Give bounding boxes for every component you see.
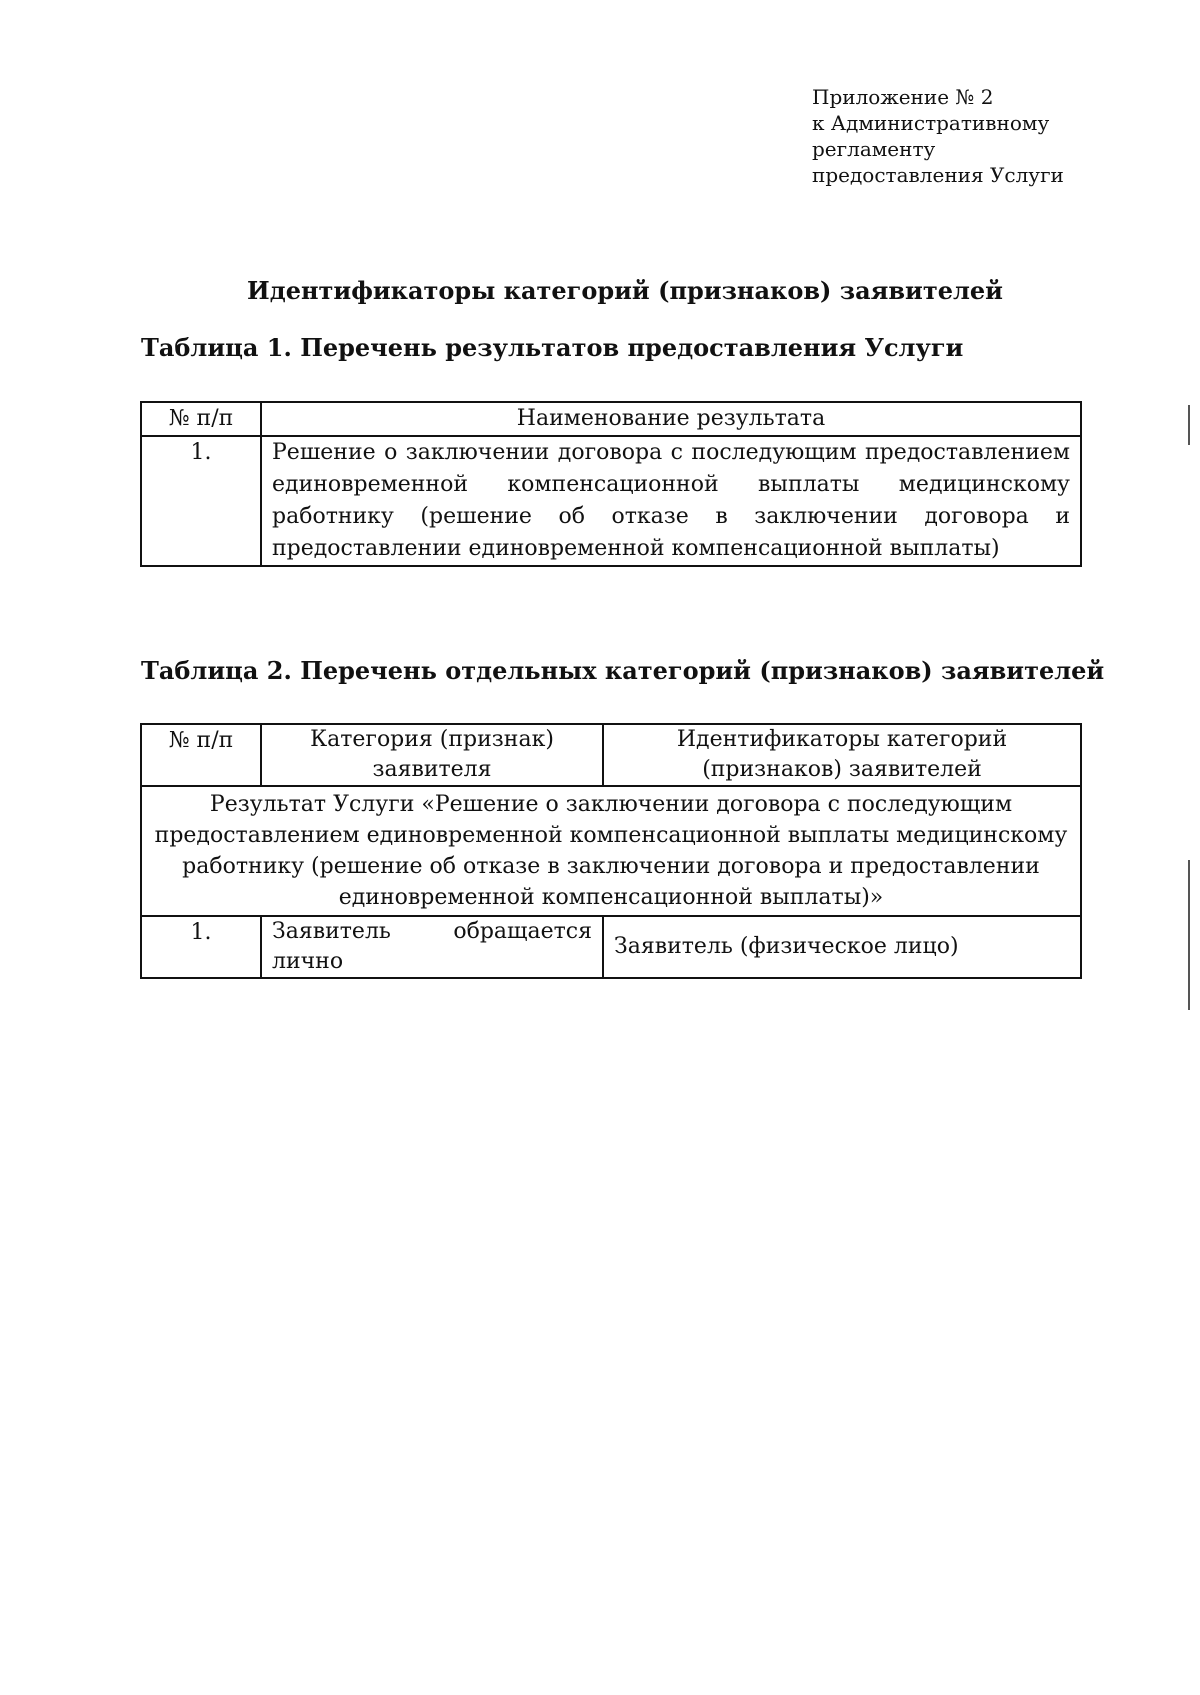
- appendix-line: регламенту: [812, 137, 936, 161]
- service-result-cell: Результат Услуги «Решение о заключении договора с последующим предоставлением единовременной компенсационной выплаты медицинскому работнику (решение об отказе в заключении договора и предоставлении единовременной компенсационной выплаты)»: [141, 786, 1081, 916]
- row-number: 1.: [141, 436, 261, 566]
- header-number: № п/п: [141, 402, 261, 436]
- result-name-cell: Решение о заключении договора с последующим предоставлением единовременной компенсационной выплаты медицинскому работнику (решение об отказе в заключении договора и предоставлении единовременной компенсационной выплаты): [261, 436, 1081, 566]
- header-number: № п/п: [141, 724, 261, 786]
- header-category: Категория (признак) заявителя: [261, 724, 603, 786]
- header-result-name: Наименование результата: [261, 402, 1081, 436]
- category-text-end: лично: [272, 949, 344, 974]
- table-header-row: [141, 724, 1081, 786]
- scan-artifact: [1188, 860, 1190, 1010]
- table-row: [141, 916, 1081, 978]
- table-header-row: [141, 402, 1081, 436]
- categories-table: [140, 723, 1082, 979]
- appendix-line: предоставления Услуги: [812, 163, 1064, 187]
- table2-title: Таблица 2. Перечень отдельных категорий (признаков) заявителей: [141, 656, 1105, 685]
- table1-title: Таблица 1. Перечень результатов предоставления Услуги: [141, 333, 964, 362]
- header-identifiers: Идентификаторы категорий (признаков) заявителей: [603, 724, 1081, 786]
- category-text: Заявитель обращается: [272, 919, 592, 944]
- appendix-note: [812, 84, 1112, 188]
- results-table: [140, 401, 1082, 567]
- identifier-cell: Заявитель (физическое лицо): [603, 916, 1081, 978]
- scan-artifact: [1188, 405, 1190, 445]
- table-row: [141, 786, 1081, 916]
- table-row: [141, 436, 1081, 566]
- appendix-line: Приложение № 2: [812, 85, 994, 109]
- appendix-line: к Административному: [812, 111, 1050, 135]
- document-title: Идентификаторы категорий (признаков) заявителей: [247, 276, 1003, 305]
- category-cell: [261, 916, 603, 978]
- row-number: 1.: [141, 916, 261, 978]
